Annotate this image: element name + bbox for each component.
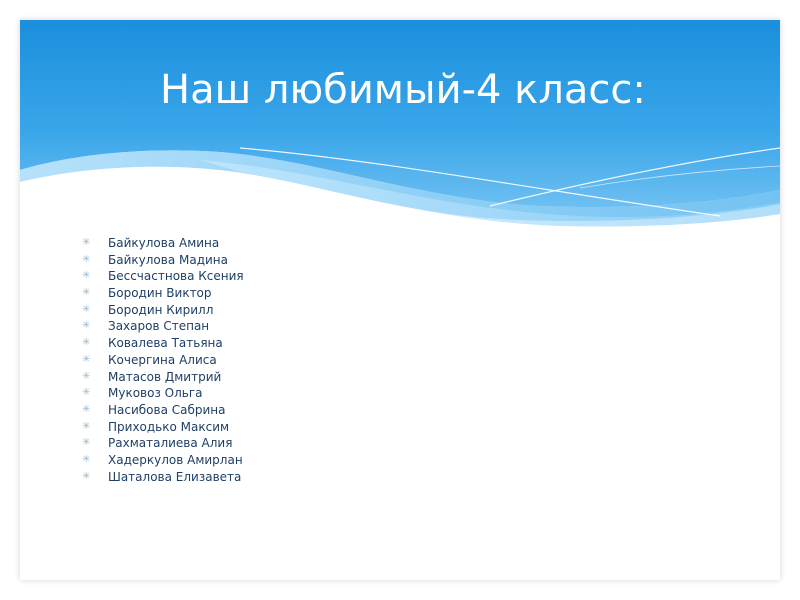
student-list-item bbox=[82, 419, 244, 436]
student-name: Захаров Степан bbox=[108, 319, 210, 334]
student-name: Байкулова Амина bbox=[108, 236, 220, 250]
slide-title: Наш любимый-4 класс: bbox=[160, 67, 646, 113]
star-bullet-icon: ✳ bbox=[82, 420, 91, 432]
student-name: Шаталова Елизавета bbox=[108, 469, 242, 484]
student-list-item bbox=[82, 335, 244, 352]
student-list-item bbox=[82, 302, 244, 319]
star-bullet-icon: ✳ bbox=[82, 370, 91, 382]
student-name: Муковоз Ольга bbox=[108, 386, 203, 401]
student-name: Кочергина Алиса bbox=[108, 352, 217, 367]
student-name: Приходько Максим bbox=[108, 419, 230, 434]
star-bullet-icon: ✳ bbox=[82, 403, 91, 415]
student-list-item bbox=[82, 469, 244, 486]
student-list-item bbox=[82, 285, 244, 302]
star-bullet-icon: ✳ bbox=[82, 337, 91, 349]
student-name: Насибова Сабрина bbox=[108, 402, 226, 417]
student-name: Матасов Дмитрий bbox=[108, 369, 222, 384]
star-bullet-icon: ✳ bbox=[82, 237, 91, 248]
star-bullet-icon: ✳ bbox=[82, 470, 91, 482]
student-name: Бородин Кирилл bbox=[108, 302, 214, 317]
student-list-item bbox=[82, 452, 244, 469]
student-name: Ковалева Татьяна bbox=[108, 336, 223, 351]
student-list bbox=[82, 235, 244, 485]
student-list-item bbox=[82, 268, 244, 285]
star-bullet-icon: ✳ bbox=[82, 270, 91, 282]
header-wave-background bbox=[20, 20, 780, 230]
star-bullet-icon: ✳ bbox=[82, 453, 91, 465]
student-list-item bbox=[82, 352, 244, 369]
star-bullet-icon: ✳ bbox=[82, 253, 91, 265]
student-list-item bbox=[82, 235, 244, 252]
star-bullet-icon: ✳ bbox=[82, 353, 91, 365]
star-bullet-icon: ✳ bbox=[82, 437, 91, 449]
student-list-item bbox=[82, 369, 244, 386]
student-list-item bbox=[82, 252, 244, 269]
slide bbox=[20, 20, 780, 580]
star-bullet-icon: ✳ bbox=[82, 287, 91, 299]
student-list-item bbox=[82, 435, 244, 452]
student-name: Рахматалиева Алия bbox=[108, 436, 233, 451]
student-list-item bbox=[82, 402, 244, 419]
student-name: Байкулова Мадина bbox=[108, 252, 228, 267]
student-list-item bbox=[82, 385, 244, 402]
student-list-item bbox=[82, 318, 244, 335]
star-bullet-icon: ✳ bbox=[82, 320, 91, 332]
student-name: Бессчастнова Ксения bbox=[108, 269, 244, 284]
star-bullet-icon: ✳ bbox=[82, 303, 91, 315]
student-name: Бородин Виктор bbox=[108, 286, 212, 301]
star-bullet-icon: ✳ bbox=[82, 387, 91, 399]
student-name: Хадеркулов Амирлан bbox=[108, 452, 243, 467]
